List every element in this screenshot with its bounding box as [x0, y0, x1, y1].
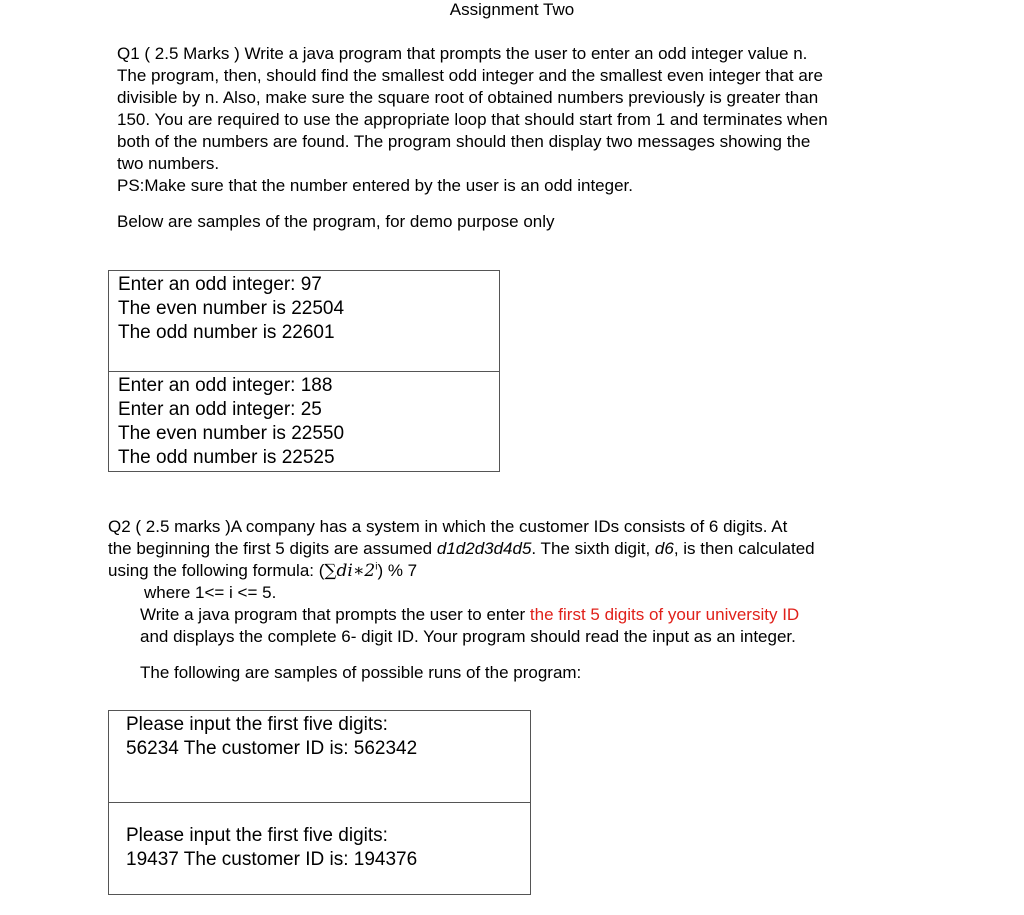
- question-2-samples-intro: The following are samples of possible runs of the program:: [140, 663, 582, 682]
- question-2: [108, 516, 898, 684]
- sample-output-line: The odd number is 22601: [118, 322, 335, 343]
- sample-output-line: Enter an odd integer: 25: [118, 399, 322, 420]
- highlighted-requirement: the first 5 digits of your university ID: [529, 605, 800, 624]
- question-2-line: [108, 538, 898, 560]
- question-1-line: both of the numbers are found. The program should then display two messages showing the: [117, 132, 811, 151]
- sample-output-line: The even number is 22550: [118, 423, 345, 444]
- question-2-text: [108, 516, 898, 582]
- question-1-line: divisible by n. Also, make sure the square root of obtained numbers previously is greater than: [117, 88, 819, 107]
- sample-run: [109, 271, 499, 372]
- sample-run: [109, 711, 530, 803]
- question-2-line: Q2 ( 2.5 marks )A company has a system in which the customer IDs consists of 6 digits. At: [108, 517, 788, 536]
- sample-output-line: Enter an odd integer: 188: [118, 375, 333, 396]
- question-1-ps: PS:Make sure that the number entered by the user is an odd integer.: [117, 176, 633, 195]
- question-1-line: Q1 ( 2.5 Marks ) Write a java program that prompts the user to enter an odd integer value n.: [117, 44, 808, 63]
- text-span: . The sixth digit,: [531, 539, 655, 558]
- question-1-sample-table: [108, 270, 500, 472]
- sample-run: [109, 803, 530, 894]
- question-1-text: [117, 43, 917, 175]
- question-1-line: two numbers.: [117, 154, 220, 173]
- sample-output-line: 19437 The customer ID is: 194376: [126, 849, 418, 870]
- question-1-line: The program, then, should find the smallest odd integer and the smallest even integer that are: [117, 66, 823, 85]
- sample-run: [109, 372, 499, 471]
- question-2-instruction: [108, 604, 898, 626]
- digits-variable: d1d2d3d4d5: [436, 539, 532, 558]
- sixth-digit-variable: d6: [654, 539, 674, 558]
- sample-output-line: Enter an odd integer: 97: [118, 274, 322, 295]
- question-2-instruction-cont: and displays the complete 6- digit ID. Your program should read the input as an integer.: [140, 627, 796, 646]
- formula-sum: ∑di∗2: [324, 561, 376, 581]
- sample-output-line: The odd number is 22525: [118, 447, 335, 468]
- text-span: the beginning the first 5 digits are assumed: [108, 539, 437, 558]
- question-2-formula-line: [108, 560, 898, 582]
- question-1-line: 150. You are required to use the appropriate loop that should start from 1 and terminates when: [117, 110, 828, 129]
- text-span: Write a java program that prompts the user to enter: [140, 605, 530, 624]
- text-span: ) % 7: [377, 561, 418, 580]
- document-title: Assignment Two: [449, 0, 575, 19]
- formula-exponent: i: [375, 561, 378, 573]
- question-1-samples-intro: Below are samples of the program, for demo purpose only: [117, 212, 555, 231]
- text-span: using the following formula: (: [108, 561, 325, 580]
- question-1: [117, 43, 917, 233]
- question-2-sample-table: [108, 710, 531, 895]
- sample-output-line: Please input the first five digits:: [126, 825, 388, 846]
- sample-output-line: Please input the first five digits:: [126, 714, 388, 735]
- sample-output-line: 56234 The customer ID is: 562342: [126, 738, 418, 759]
- formula-where: where 1<= i <= 5.: [144, 583, 277, 602]
- sample-output-line: The even number is 22504: [118, 298, 345, 319]
- text-span: , is then calculated: [673, 539, 815, 558]
